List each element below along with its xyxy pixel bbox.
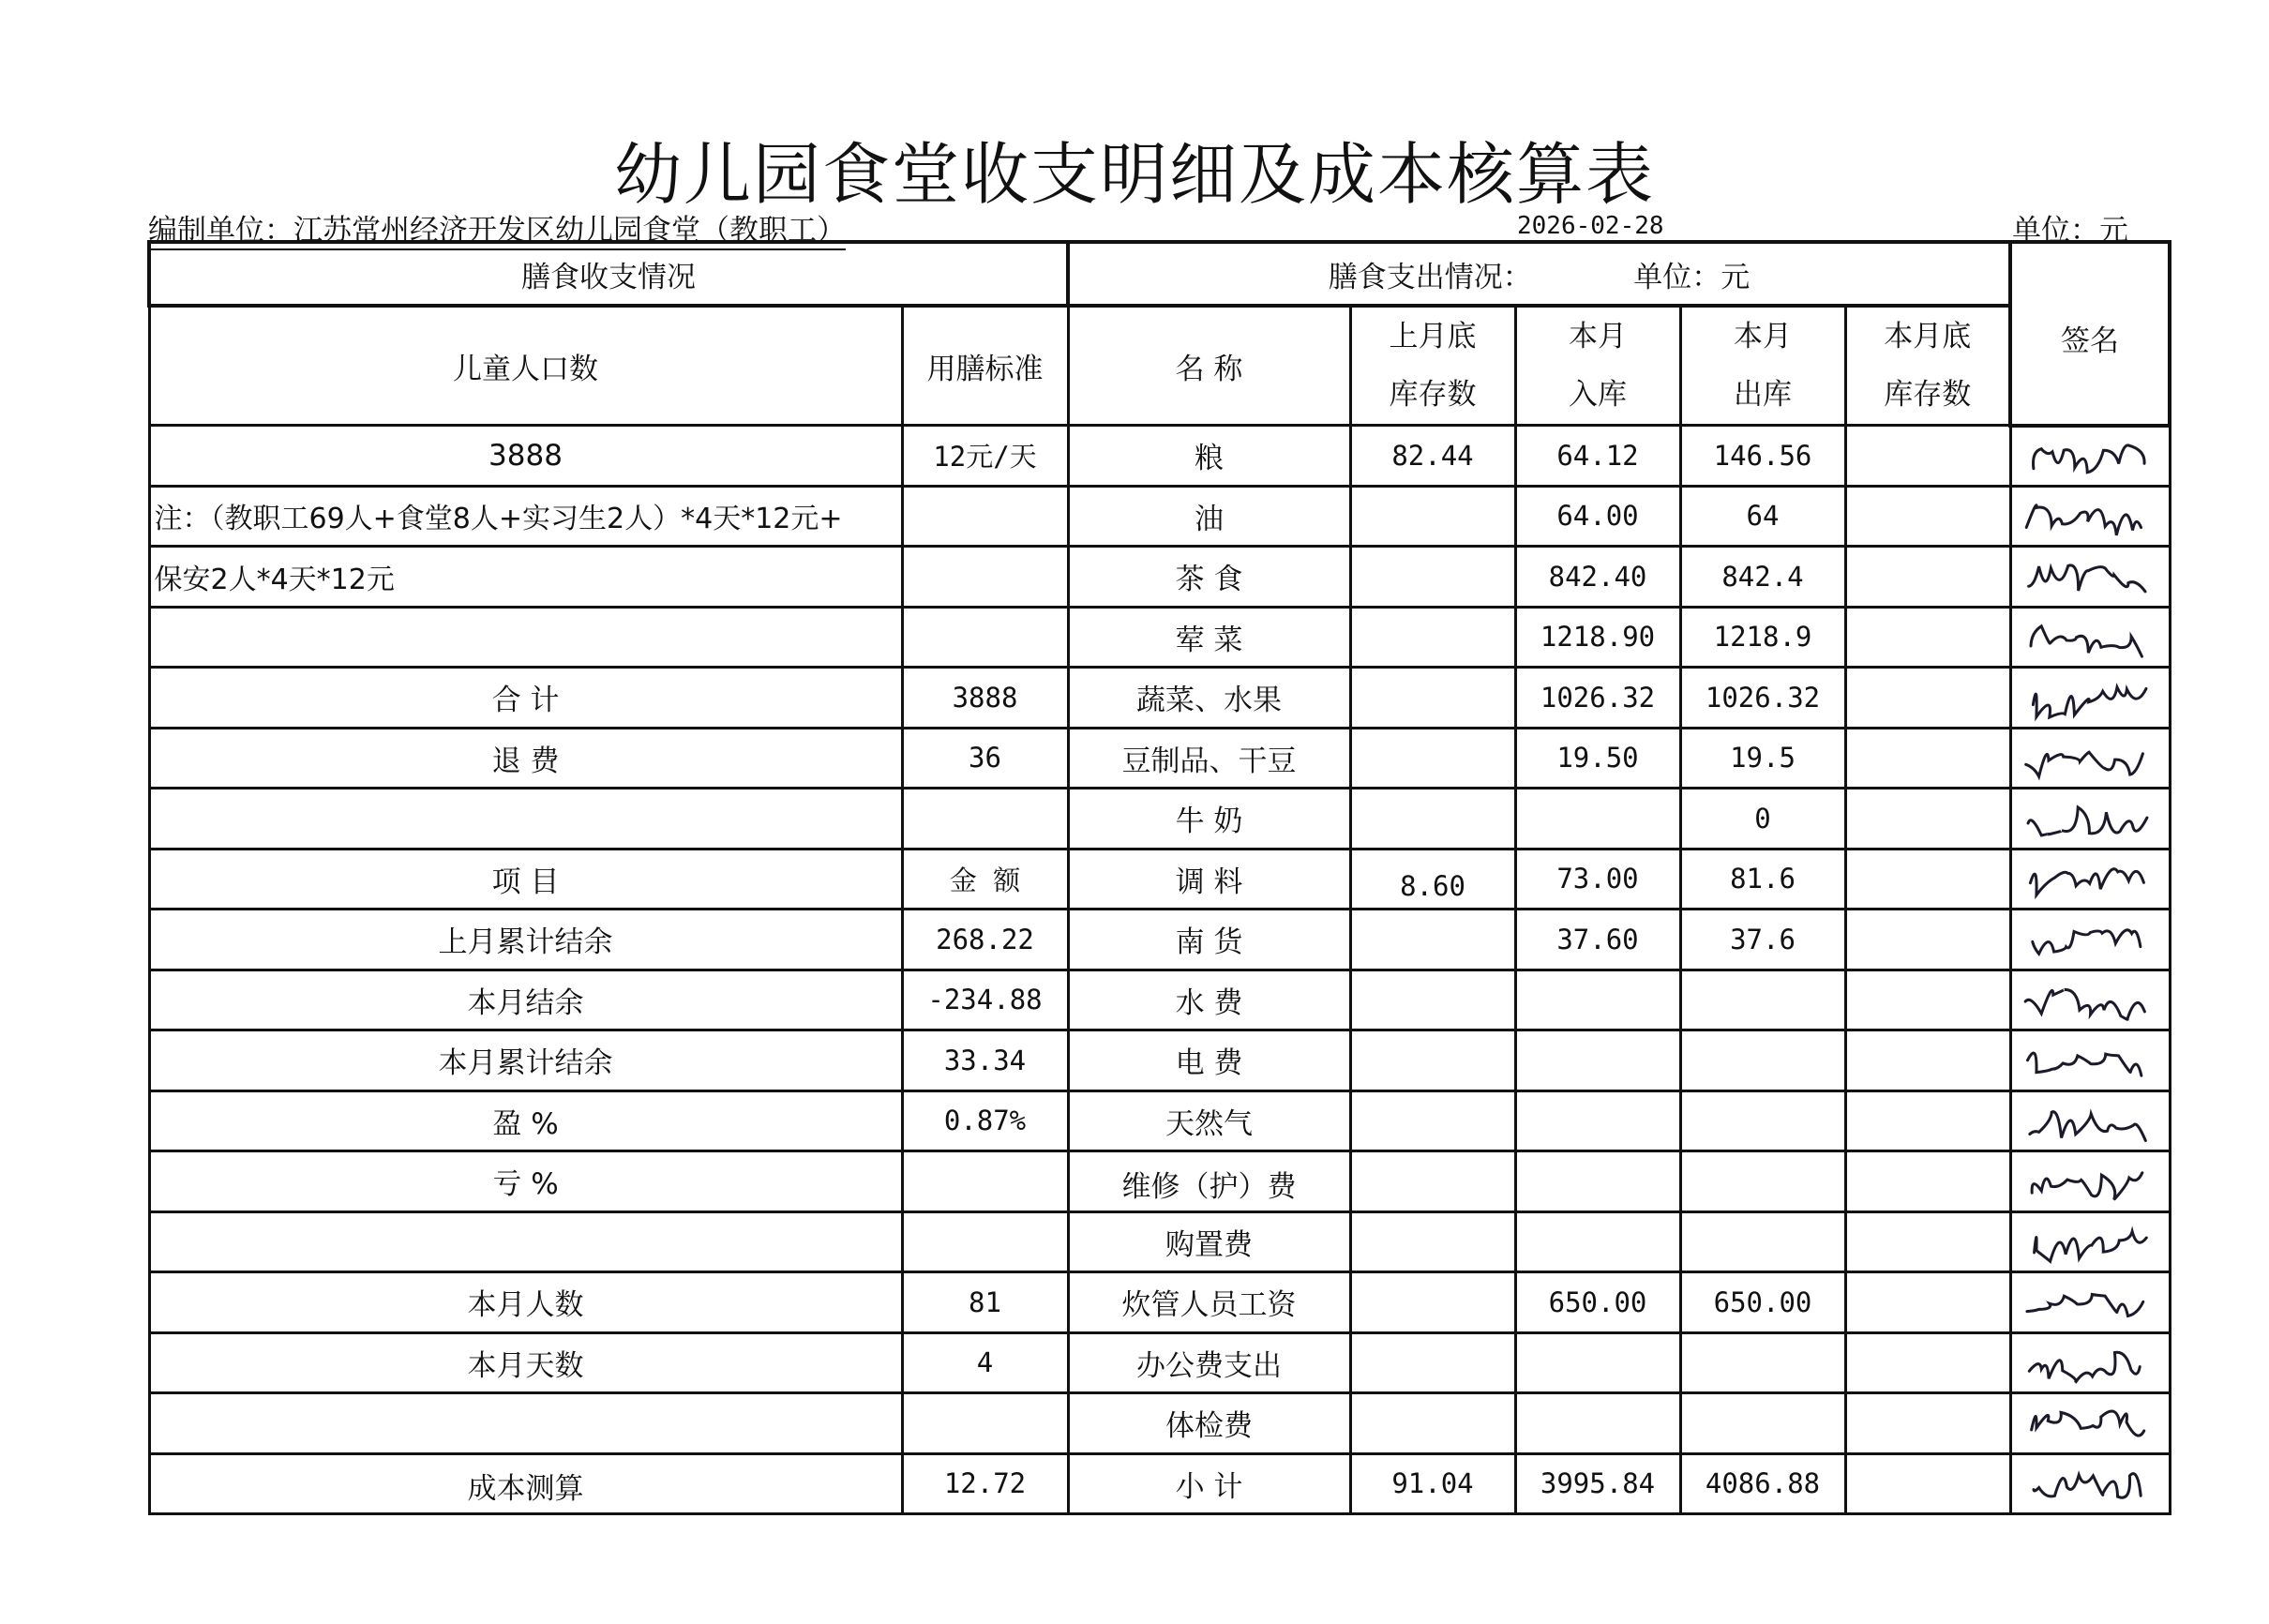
month-out-value: 4086.88 xyxy=(1680,1453,1845,1514)
signature-cell xyxy=(2010,607,2170,668)
income-value: 12.72 xyxy=(902,1453,1068,1514)
month-out-value xyxy=(1680,1211,1845,1272)
table-row xyxy=(149,486,2170,547)
expense-item-name: 小 计 xyxy=(1068,1453,1350,1514)
handwritten-signature-icon xyxy=(2012,971,2171,1030)
prev-stock-value xyxy=(1350,1211,1515,1272)
end-stock-value xyxy=(1845,1211,2010,1272)
month-out-value: 146.56 xyxy=(1680,426,1845,487)
income-label xyxy=(149,1393,902,1454)
income-label: 盈 % xyxy=(149,1090,902,1151)
month-out-value xyxy=(1680,1151,1845,1212)
income-label xyxy=(149,1211,902,1272)
income-value xyxy=(902,1211,1068,1272)
prev-stock-value: 91.04 xyxy=(1350,1453,1515,1514)
org-label: 编制单位：江苏常州经济开发区幼儿园食堂（教职工） xyxy=(148,206,846,250)
expense-item-name: 维修（护）费 xyxy=(1068,1151,1350,1212)
prev-stock-value xyxy=(1350,1090,1515,1151)
handwritten-signature-icon xyxy=(2012,609,2171,668)
handwritten-signature-icon xyxy=(2012,1273,2171,1332)
end-stock-value xyxy=(1845,1332,2010,1393)
month-in-value xyxy=(1515,1211,1680,1272)
income-section-header: 膳食收支情况 xyxy=(149,242,1068,306)
month-in-value: 64.00 xyxy=(1515,486,1680,547)
end-stock-value xyxy=(1845,1453,2010,1514)
expense-item-name: 粮 xyxy=(1068,426,1350,487)
signature-cell xyxy=(2010,426,2170,487)
end-stock-value xyxy=(1845,728,2010,789)
prev-stock-value xyxy=(1350,1151,1515,1212)
end-stock-value xyxy=(1845,849,2010,910)
col-month-in: 本月 入库 xyxy=(1515,306,1680,426)
income-label: 退 费 xyxy=(149,728,902,789)
income-value xyxy=(902,1151,1068,1212)
handwritten-signature-icon xyxy=(2012,789,2171,849)
report-date: 2026-02-28 xyxy=(1517,212,1664,240)
month-out-value: 842.4 xyxy=(1680,547,1845,608)
table-row xyxy=(149,426,2170,487)
expense-item-name: 炊管人员工资 xyxy=(1068,1272,1350,1333)
prev-stock-value xyxy=(1350,668,1515,729)
table-row xyxy=(149,728,2170,789)
income-value: 3888 xyxy=(902,668,1068,729)
expense-item-name: 荤 菜 xyxy=(1068,607,1350,668)
table-row xyxy=(149,970,2170,1030)
month-out-value: 1026.32 xyxy=(1680,668,1845,729)
handwritten-signature-icon xyxy=(2012,1334,2171,1393)
table-row xyxy=(149,1393,2170,1454)
month-in-value: 650.00 xyxy=(1515,1272,1680,1333)
income-label: 合 计 xyxy=(149,668,902,729)
prev-stock-value xyxy=(1350,486,1515,547)
month-in-value xyxy=(1515,1151,1680,1212)
signature-cell xyxy=(2010,1090,2170,1151)
signature-cell xyxy=(2010,1211,2170,1272)
table-row xyxy=(149,789,2170,850)
end-stock-value xyxy=(1845,1151,2010,1212)
end-stock-value xyxy=(1845,1090,2010,1151)
month-in-value: 1026.32 xyxy=(1515,668,1680,729)
prev-stock-value xyxy=(1350,1332,1515,1393)
expense-item-name: 购置费 xyxy=(1068,1211,1350,1272)
expense-item-name: 电 费 xyxy=(1068,1030,1350,1091)
table-row xyxy=(149,1272,2170,1333)
prev-stock-value xyxy=(1350,970,1515,1030)
prev-stock-value: 82.44 xyxy=(1350,426,1515,487)
month-out-value: 81.6 xyxy=(1680,849,1845,910)
signature-cell xyxy=(2010,1272,2170,1333)
income-value: -234.88 xyxy=(902,970,1068,1030)
end-stock-value xyxy=(1845,970,2010,1030)
end-stock-value xyxy=(1845,1030,2010,1091)
month-in-value: 19.50 xyxy=(1515,728,1680,789)
prev-stock-value xyxy=(1350,910,1515,970)
end-stock-value xyxy=(1845,607,2010,668)
handwritten-signature-icon xyxy=(2012,1092,2171,1151)
income-label: 保安2人*4天*12元 xyxy=(149,547,902,608)
handwritten-signature-icon xyxy=(2012,1394,2171,1453)
expense-item-name: 牛 奶 xyxy=(1068,789,1350,850)
signature-cell xyxy=(2010,668,2170,729)
prev-stock-value xyxy=(1350,728,1515,789)
col-meal-standard: 用膳标准 xyxy=(902,306,1068,426)
signature-cell xyxy=(2010,728,2170,789)
month-out-value: 0 xyxy=(1680,789,1845,850)
month-in-value xyxy=(1515,789,1680,850)
income-value: 12元/天 xyxy=(902,426,1068,487)
month-in-value: 842.40 xyxy=(1515,547,1680,608)
col-children-count: 儿童人口数 xyxy=(149,306,902,426)
table-row xyxy=(149,1332,2170,1393)
prev-stock-value xyxy=(1350,1272,1515,1333)
signature-cell xyxy=(2010,1030,2170,1091)
prev-stock-value xyxy=(1350,1393,1515,1454)
signature-cell xyxy=(2010,1453,2170,1514)
handwritten-signature-icon xyxy=(2012,1031,2171,1090)
end-stock-value xyxy=(1845,789,2010,850)
table-row xyxy=(149,1090,2170,1151)
signature-cell xyxy=(2010,910,2170,970)
col-prev-stock: 上月底 库存数 xyxy=(1350,306,1515,426)
income-value xyxy=(902,607,1068,668)
income-value xyxy=(902,789,1068,850)
month-in-value: 1218.90 xyxy=(1515,607,1680,668)
end-stock-value xyxy=(1845,668,2010,729)
signature-header: 签名 xyxy=(2010,242,2170,426)
handwritten-signature-icon xyxy=(2012,1213,2171,1272)
end-stock-value xyxy=(1845,910,2010,970)
income-label: 亏 % xyxy=(149,1151,902,1212)
income-label: 注：（教职工69人+食堂8人+实习生2人）*4天*12元+ xyxy=(149,486,902,547)
table-row xyxy=(149,607,2170,668)
month-in-value: 37.60 xyxy=(1515,910,1680,970)
prev-stock-value: 8.60 xyxy=(1350,849,1515,910)
income-value: 4 xyxy=(902,1332,1068,1393)
income-label: 成本测算 xyxy=(149,1453,902,1514)
income-value: 金 额 xyxy=(902,849,1068,910)
signature-cell xyxy=(2010,1332,2170,1393)
expense-item-name: 南 货 xyxy=(1068,910,1350,970)
prev-stock-value xyxy=(1350,789,1515,850)
month-out-value: 19.5 xyxy=(1680,728,1845,789)
handwritten-signature-icon xyxy=(2012,850,2171,910)
month-out-value: 1218.9 xyxy=(1680,607,1845,668)
month-out-value: 37.6 xyxy=(1680,910,1845,970)
income-value: 268.22 xyxy=(902,910,1068,970)
income-label: 本月天数 xyxy=(149,1332,902,1393)
table-row xyxy=(149,668,2170,729)
unit-label: 单位：元 xyxy=(2012,214,2128,248)
income-value xyxy=(902,1393,1068,1454)
month-out-value xyxy=(1680,1090,1845,1151)
table-row xyxy=(149,1030,2170,1091)
income-label: 本月人数 xyxy=(149,1272,902,1333)
col-end-stock: 本月底 库存数 xyxy=(1845,306,2010,426)
signature-cell xyxy=(2010,486,2170,547)
table-row xyxy=(149,910,2170,970)
month-out-value xyxy=(1680,1332,1845,1393)
month-out-value xyxy=(1680,970,1845,1030)
month-in-value xyxy=(1515,1030,1680,1091)
expense-item-name: 豆制品、干豆 xyxy=(1068,728,1350,789)
signature-cell xyxy=(2010,1393,2170,1454)
handwritten-signature-icon xyxy=(2012,729,2171,789)
expense-item-name: 调 料 xyxy=(1068,849,1350,910)
month-in-value: 73.00 xyxy=(1515,849,1680,910)
prev-stock-value xyxy=(1350,547,1515,608)
signature-cell xyxy=(2010,1151,2170,1212)
signature-cell xyxy=(2010,970,2170,1030)
income-value xyxy=(902,547,1068,608)
expense-item-name: 办公费支出 xyxy=(1068,1332,1350,1393)
table-row xyxy=(149,1453,2170,1514)
expense-item-name: 天然气 xyxy=(1068,1090,1350,1151)
table-row xyxy=(149,1211,2170,1272)
signature-cell xyxy=(2010,789,2170,850)
month-in-value: 3995.84 xyxy=(1515,1453,1680,1514)
month-out-value: 650.00 xyxy=(1680,1272,1845,1333)
income-value: 0.87% xyxy=(902,1090,1068,1151)
table-row xyxy=(149,547,2170,608)
cost-accounting-table xyxy=(147,240,2171,1515)
handwritten-signature-icon xyxy=(2012,488,2171,547)
prev-stock-value xyxy=(1350,1030,1515,1091)
end-stock-value xyxy=(1845,1272,2010,1333)
col-month-out: 本月 出库 xyxy=(1680,306,1845,426)
expense-section-header: 膳食支出情况： 单位：元 xyxy=(1068,242,2010,306)
handwritten-signature-icon xyxy=(2012,548,2171,607)
prev-stock-value xyxy=(1350,607,1515,668)
col-item-name: 名 称 xyxy=(1068,306,1350,426)
handwritten-signature-icon xyxy=(2012,1455,2171,1514)
month-in-value xyxy=(1515,1090,1680,1151)
expense-item-name: 水 费 xyxy=(1068,970,1350,1030)
income-label: 项 目 xyxy=(149,849,902,910)
table-row xyxy=(149,849,2170,910)
income-label: 3888 xyxy=(149,426,902,487)
income-label xyxy=(149,607,902,668)
handwritten-signature-icon xyxy=(2012,910,2171,970)
handwritten-signature-icon xyxy=(2012,1152,2171,1211)
expense-item-name: 蔬菜、水果 xyxy=(1068,668,1350,729)
month-in-value: 64.12 xyxy=(1515,426,1680,487)
signature-cell xyxy=(2010,849,2170,910)
expense-item-name: 体检费 xyxy=(1068,1393,1350,1454)
income-value: 36 xyxy=(902,728,1068,789)
expense-item-name: 茶 食 xyxy=(1068,547,1350,608)
document-title: 幼儿园食堂收支明细及成本核算表 xyxy=(613,135,1655,214)
income-value xyxy=(902,486,1068,547)
end-stock-value xyxy=(1845,486,2010,547)
table-row xyxy=(149,1151,2170,1212)
handwritten-signature-icon xyxy=(2012,669,2171,728)
income-label: 上月累计结余 xyxy=(149,910,902,970)
income-label: 本月结余 xyxy=(149,970,902,1030)
end-stock-value xyxy=(1845,426,2010,487)
signature-cell xyxy=(2010,547,2170,608)
month-in-value xyxy=(1515,970,1680,1030)
income-value: 33.34 xyxy=(902,1030,1068,1091)
end-stock-value xyxy=(1845,547,2010,608)
month-out-value xyxy=(1680,1030,1845,1091)
income-value: 81 xyxy=(902,1272,1068,1333)
month-out-value xyxy=(1680,1393,1845,1454)
month-out-value: 64 xyxy=(1680,486,1845,547)
month-in-value xyxy=(1515,1393,1680,1454)
month-in-value xyxy=(1515,1332,1680,1393)
handwritten-signature-icon xyxy=(2012,428,2171,487)
income-label: 本月累计结余 xyxy=(149,1030,902,1091)
expense-item-name: 油 xyxy=(1068,486,1350,547)
income-label xyxy=(149,789,902,850)
end-stock-value xyxy=(1845,1393,2010,1454)
